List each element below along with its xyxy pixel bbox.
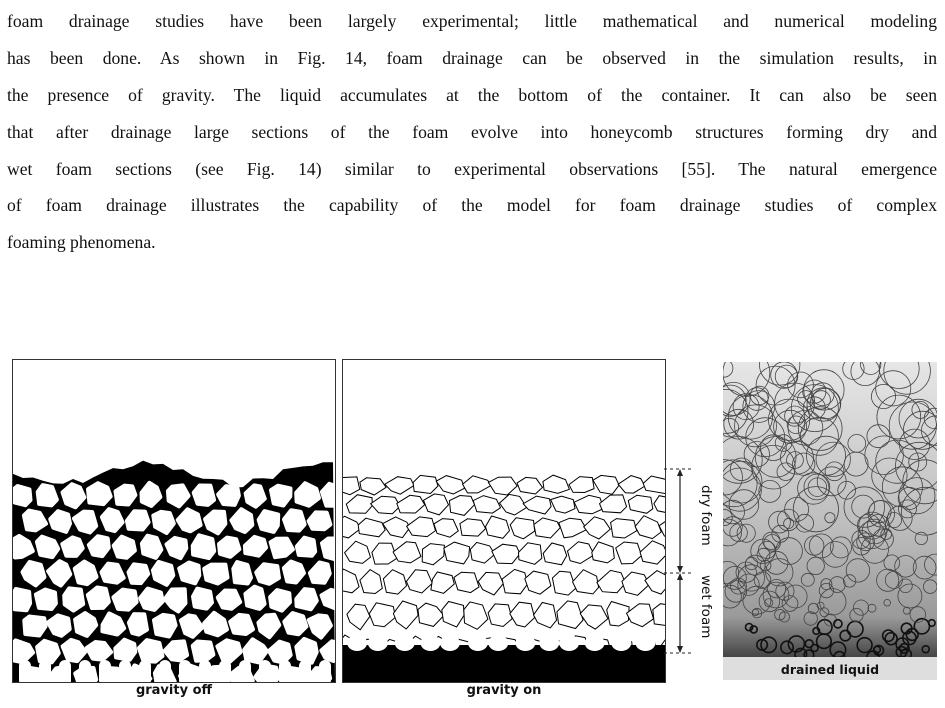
foam-photo-panel xyxy=(723,362,937,680)
paragraph-line: foaming phenomena. xyxy=(7,232,156,252)
paragraph-line: wet foam sections (see Fig. 14) similar to experimental observations [55]. The natural emergence xyxy=(7,159,937,179)
caption-gravity-on: gravity on xyxy=(466,683,542,698)
foam-panel-gravity-on xyxy=(342,359,666,683)
wet-foam-label: wet foam xyxy=(698,575,714,639)
paragraph-line: of foam drainage illustrates the capability of the model for foam drainage studies of complex xyxy=(7,195,937,215)
paragraph-line: that after drainage large sections of the foam evolve into honeycomb structures forming dry and xyxy=(7,122,937,142)
dry-foam-label: dry foam xyxy=(698,485,714,546)
paragraph-line: foam drainage studies have been largely experimental; little mathematical and numerical modeling xyxy=(7,11,937,31)
foam-gravity-on-image xyxy=(343,360,665,682)
foam-panel-gravity-off xyxy=(12,359,336,683)
paragraph-line: has been done. As shown in Fig. 14, foam drainage can be observed in the simulation results, in xyxy=(7,48,937,68)
foam-photo-image xyxy=(723,362,937,680)
caption-drained-liquid: drained liquid xyxy=(780,662,880,677)
foam-gravity-off-image xyxy=(13,360,335,682)
paragraph-line: the presence of gravity. The liquid accumulates at the bottom of the container. It can also be seen xyxy=(7,85,937,105)
caption-gravity-off: gravity off xyxy=(135,683,213,698)
